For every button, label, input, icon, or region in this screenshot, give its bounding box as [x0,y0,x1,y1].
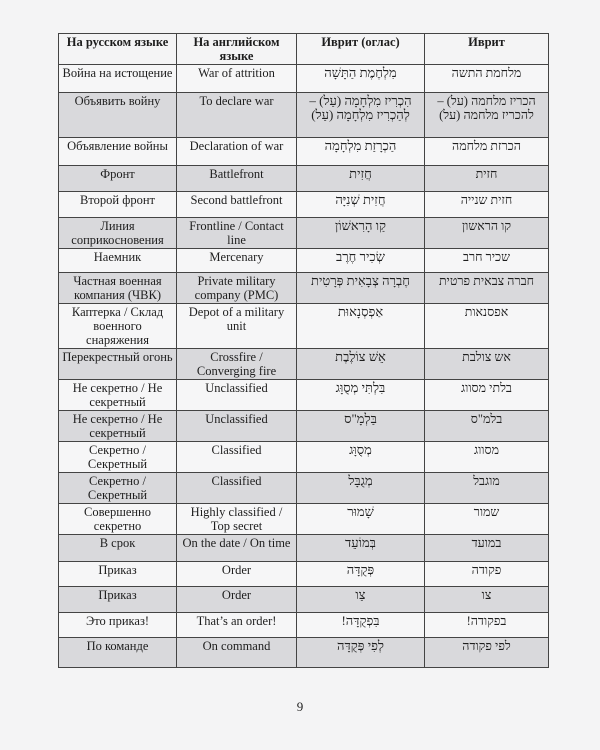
cell-hebrew-vocalized: קַו הָרִאשׁוֹן [297,218,425,249]
cell-hebrew: אש צולבת [425,349,549,380]
cell-hebrew-vocalized: פְּקֻדָּה [297,562,425,587]
cell-russian: Война на истощение [59,65,177,93]
cell-russian: Частная военная компания (ЧВК) [59,273,177,304]
cell-hebrew-vocalized: בַּלְמָ"ס [297,411,425,442]
table-row [59,535,549,562]
cell-hebrew: בפקודה! [425,613,549,638]
cell-english: That’s an order! [177,613,297,638]
cell-hebrew: קו הראשון [425,218,549,249]
cell-english: Declaration of war [177,138,297,166]
cell-russian: Каптерка / Склад военного снаряжения [59,304,177,349]
table-row [59,473,549,504]
cell-english: Second battlefront [177,192,297,218]
cell-english: On command [177,638,297,668]
cell-english: Classified [177,473,297,504]
table-row [59,138,549,166]
cell-english: War of attrition [177,65,297,93]
cell-hebrew: בלתי מסווג [425,380,549,411]
cell-hebrew-vocalized: חֲזִית [297,166,425,192]
table-row [59,166,549,192]
cell-english: Crossfire / Converging fire [177,349,297,380]
cell-hebrew: חזית שנייה [425,192,549,218]
cell-russian: Объявить войну [59,93,177,138]
table-row [59,218,549,249]
cell-english: Depot of a military unit [177,304,297,349]
cell-hebrew: לפי פקודה [425,638,549,668]
table-row [59,304,549,349]
cell-russian: Фронт [59,166,177,192]
cell-russian: Не секретно / Не секретный [59,380,177,411]
cell-hebrew: הכרזת מלחמה [425,138,549,166]
cell-russian: Приказ [59,562,177,587]
cell-english: Unclassified [177,380,297,411]
header-hebrew-vocalized: Иврит (оглас) [297,34,425,65]
table-row [59,562,549,587]
cell-hebrew: שמור [425,504,549,535]
cell-russian: В срок [59,535,177,562]
table-header-row [59,34,549,65]
table-row [59,93,549,138]
cell-english: Classified [177,442,297,473]
cell-russian: Объявление войны [59,138,177,166]
cell-hebrew: שכיר חרב [425,249,549,273]
cell-russian: Секретно / Секретный [59,442,177,473]
table-row [59,587,549,613]
table-row [59,380,549,411]
cell-russian: Линия соприкосновения [59,218,177,249]
table-row [59,504,549,535]
page-number: 9 [296,699,304,714]
cell-hebrew: פקודה [425,562,549,587]
cell-russian: Совершенно секретно [59,504,177,535]
cell-hebrew-vocalized: בִּלְתִּי מְסֻוָּג [297,380,425,411]
cell-english: Unclassified [177,411,297,442]
cell-russian: Не секретно / Не секретный [59,411,177,442]
vocabulary-table [58,33,549,668]
cell-hebrew: בלמ"ס [425,411,549,442]
cell-hebrew: מוגבל [425,473,549,504]
table-row [59,411,549,442]
cell-english: To declare war [177,93,297,138]
cell-hebrew-vocalized: הִכְרִיז מִלְחָמָה (עַל) – לְהַכְרִיז מִלְחָמָה (עַל) [297,93,425,138]
cell-hebrew: מלחמת התשה [425,65,549,93]
table-row [59,349,549,380]
cell-russian: По команде [59,638,177,668]
table-row [59,638,549,668]
table-row [59,613,549,638]
cell-hebrew-vocalized: מְסֻוָּג [297,442,425,473]
cell-hebrew-vocalized: אֵשׁ צוֹלֶבֶת [297,349,425,380]
cell-english: Highly classified / Top secret [177,504,297,535]
cell-hebrew-vocalized: צַו [297,587,425,613]
cell-hebrew-vocalized: לְפִי פְּקֻדָּה [297,638,425,668]
table-body [59,65,549,668]
cell-hebrew: חברה צבאית פרטית [425,273,549,304]
cell-hebrew-vocalized: בִּפְקֻדָּה! [297,613,425,638]
cell-hebrew-vocalized: חֶבְרָה צְבָאִית פְּרָטִית [297,273,425,304]
cell-russian: Секретно / Секретный [59,473,177,504]
cell-hebrew-vocalized: אַפְסְנָאוּת [297,304,425,349]
cell-russian: Перекрестный огонь [59,349,177,380]
cell-english: Frontline / Contact line [177,218,297,249]
table-row [59,65,549,93]
cell-russian: Второй фронт [59,192,177,218]
cell-hebrew-vocalized: חֲזִית שְׁנִיָּה [297,192,425,218]
cell-english: Mercenary [177,249,297,273]
cell-russian: Наемник [59,249,177,273]
cell-hebrew: צו [425,587,549,613]
cell-hebrew: הכריז מלחמה (על) – להכריז מלחמה (על) [425,93,549,138]
table-row [59,273,549,304]
table-row [59,442,549,473]
cell-hebrew-vocalized: מִלְחֶמֶת הַתָּשָׁה [297,65,425,93]
cell-english: On the date / On time [177,535,297,562]
cell-hebrew: מסווג [425,442,549,473]
cell-hebrew: במועד [425,535,549,562]
cell-russian: Приказ [59,587,177,613]
table-row [59,192,549,218]
cell-english: Order [177,587,297,613]
cell-english: Private military company (PMC) [177,273,297,304]
cell-hebrew: חזית [425,166,549,192]
cell-russian: Это приказ! [59,613,177,638]
cell-hebrew: אפסנאות [425,304,549,349]
cell-english: Order [177,562,297,587]
cell-hebrew-vocalized: בְּמוֹעֵד [297,535,425,562]
cell-hebrew-vocalized: הַכְרָזַת מִלְחָמָה [297,138,425,166]
header-hebrew: Иврит [425,34,549,65]
cell-english: Battlefront [177,166,297,192]
cell-hebrew-vocalized: שְׂכִיר חֶרֶב [297,249,425,273]
header-english: На английском языке [177,34,297,65]
header-russian: На русском языке [59,34,177,65]
table-row [59,249,549,273]
cell-hebrew-vocalized: מְגֻבָּל [297,473,425,504]
cell-hebrew-vocalized: שָׁמוּר [297,504,425,535]
